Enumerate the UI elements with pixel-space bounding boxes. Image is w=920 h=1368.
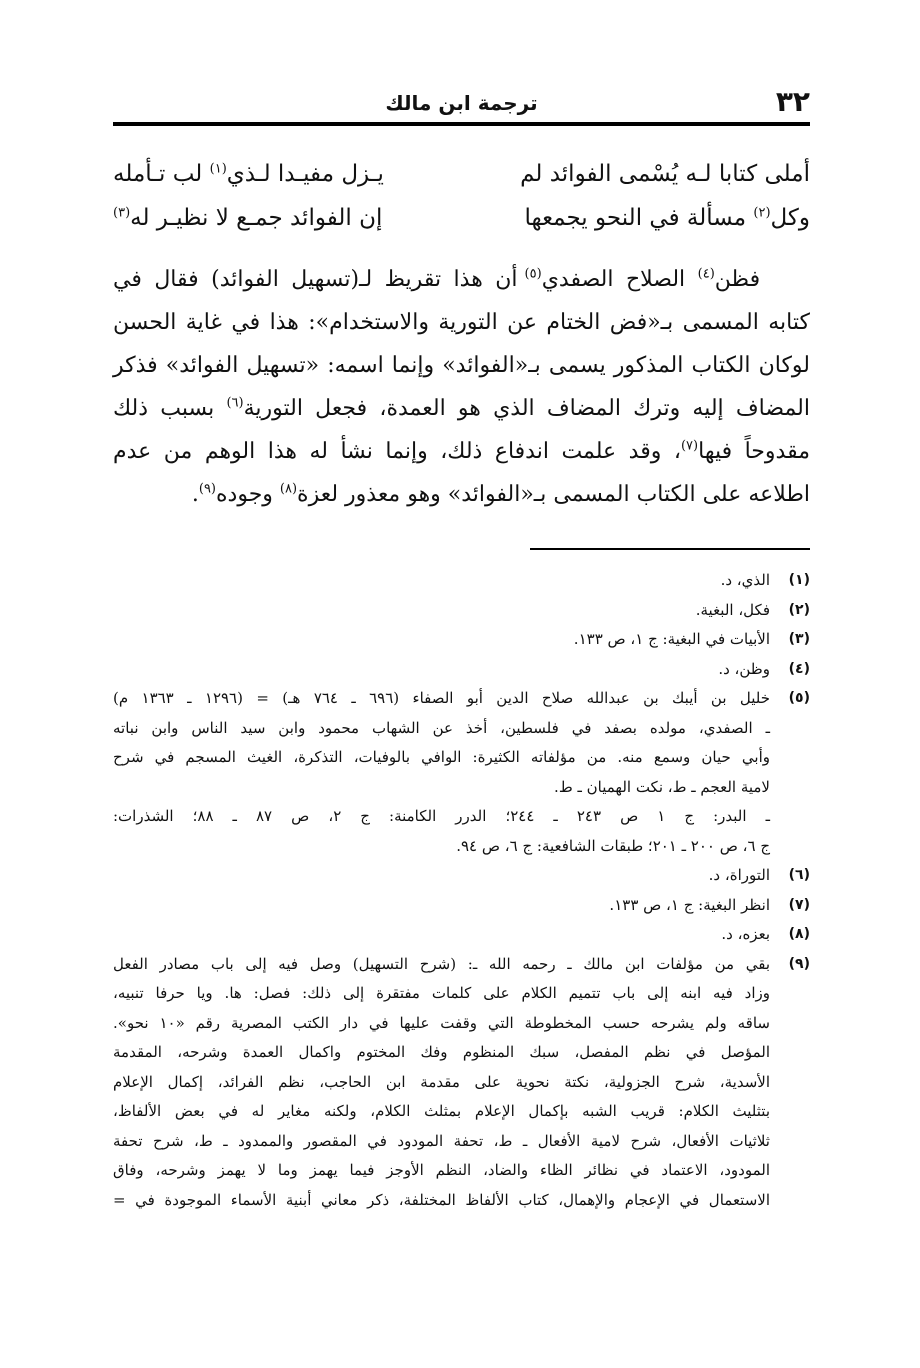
footnote-ref-7: (٧) [680, 438, 699, 454]
footnote-text: التوراة، د. [708, 866, 770, 884]
running-title: ترجمة ابن مالك [385, 91, 538, 115]
footnote-source: ـ البدر: ج ١ ص ٢٤٣ ـ ٢٤٤؛ الدرر الكامنة: ج ٢، ص ٨٧ ـ ٨٨؛ الشذرات: [113, 807, 770, 825]
footnote-ref-9: (٩) [198, 481, 216, 497]
footnote-number: (١) [788, 572, 810, 588]
verse-2-first-hemistich: وكل$^{(٢)}$ مسألة في النحو يجمعها [524, 205, 810, 231]
page-number: ٣٢ [775, 85, 810, 118]
footnote-3 [113, 625, 810, 655]
footnote-text: خليل بن أيبك بن عبدالله صلاح الدين أبو الصفاء (٦٩٦ ـ ٧٦٤ هـ) = (١٢٩٦ ـ ١٣٦٣ م) [113, 689, 770, 707]
footnote-number: (٩) [788, 955, 810, 972]
body-line-4: المضاف إليه وترك المضاف الذي هو العمدة، فجعل التورية$^{(٦)}$ بسبب ذلك [113, 395, 810, 421]
footnote-9 [113, 950, 810, 1216]
body-line-1: فظن$^{(٤)}$ الصلاح الصفدي$^{(٥)}$ أن هذا تقريظ لـ(تسهيل الفوائد) فقال في [113, 266, 761, 292]
footnote-text: وزاد فيه ابنه إلى باب تتميم الكلام على كلمات مفتقرة إلى ذلك: فصل: ها. ويا حرفا تنبيه، [113, 984, 770, 1002]
footnote-text: ساقه ولم يشرحه حسب المخطوطة التي وقفت عليها في دار الكتب المصرية رقم «١٠ نحو». [113, 1013, 770, 1032]
footnote-text: انظر البغية: ج ١، ص ١٣٣. [609, 895, 770, 914]
body-line-5: مقدوحاً فيها$^{(٧)}$، وقد علمت اندفاع ذلك، وإنما نشأ له هذا الوهم من عدم [113, 438, 810, 464]
header-rule [113, 122, 810, 126]
footnote-text: الأسدية، شرح الجزولية، نكتة نحوية على مقدمة ابن الحاجب، نظم الفرائد، إكمال الإعلام [113, 1072, 770, 1091]
footnote-text: الاستعمال في الإعجام والإهمال، كتاب الألفاظ المختلفة، ذكر معاني أبنية الأسماء الموجودة في = [113, 1190, 770, 1209]
footnote-number: (٤) [788, 660, 810, 677]
footnote-text: الذي، د. [720, 571, 770, 589]
body-paragraph [113, 258, 810, 516]
verse-1-second-hemistich: يـزل مفيـدا لـذي$^{(١)}$ لب تـأمله [113, 161, 384, 187]
verse-2-second-hemistich: إن الفوائد جمـع لا نظيـر له$^{(٣)}$ [113, 205, 383, 231]
page-header [113, 84, 810, 124]
footnote-text: الأبيات في البغية: ج ١، ص ١٣٣. [573, 630, 770, 648]
footnote-text: ـ الصفدي، مولده بصفد في فلسطين، أخذ عن الشهاب محمود وابن سيد الناس وابن نباته [113, 718, 770, 737]
footnote-text: بتثليث الكلام: قريب الشبه بإكمال الإعلام بمثلث الكلام، ولكنه مغاير له في بعض الألفاظ، [113, 1102, 770, 1120]
footnote-6 [113, 861, 810, 891]
footnote-text: فكل، البغية. [695, 600, 770, 619]
footnote-number: (٥) [788, 690, 810, 706]
verse-1 [113, 152, 810, 196]
footnote-ref-2: (٢) [753, 205, 771, 221]
footnotes [113, 566, 810, 1215]
footnote-text: المؤصل في نظم المفصل، سبك المنظوم وفك المختوم واكمال العمدة وشرحه، المقدمة [113, 1043, 770, 1061]
footnote-ref-3: (٣) [113, 205, 131, 221]
footnote-ref-1: (١) [209, 161, 227, 177]
footnote-number: (٣) [788, 631, 810, 647]
verse-1-first-hemistich: أملى كتابا لـه يُسْمى الفوائد لم [520, 161, 810, 187]
footnote-ref-8: (٨) [279, 481, 298, 497]
footnote-text: وأبي حيان وسمع منه. من مؤلفاته الكثيرة: الوافي بالوفيات، التذكرة، الغيث المسجم في شرح [113, 748, 770, 766]
footnote-text: بعزه، د. [721, 925, 770, 943]
body-line-2: كتابه المسمى بـ«فض الختام عن التورية والاستخدام»: هذا في غاية الحسن [113, 310, 810, 335]
footnote-number: (٨) [788, 926, 810, 942]
footnote-1 [113, 566, 810, 596]
footnote-number: (٢) [788, 601, 810, 618]
footnote-7 [113, 891, 810, 921]
footnote-text: المودود، الاعتماد في نظائر الظاء والضاد، النظم الأوجز فيما يهمز وما لا يهمز وشرحه، وفاق [113, 1161, 770, 1179]
verse-2 [113, 196, 810, 240]
footnote-text: ثلاثيات الأفعال، شرح لامية الأفعال ـ ط، تحفة المودود في المقصور والممدود ـ ط، شرح تحفة [113, 1131, 770, 1150]
footnote-ref-6: (٦) [226, 395, 244, 411]
footnote-text: لامية العجم ـ ط، نكت الهميان ـ ط. [554, 777, 770, 796]
footnote-number: (٦) [788, 867, 810, 883]
footnote-separator [530, 548, 810, 550]
footnote-number: (٧) [788, 896, 810, 913]
footnote-text: بقي من مؤلفات ابن مالك ـ رحمه الله ـ: (شرح التسهيل) وصل فيه إلى باب مصادر الفعل [113, 954, 770, 973]
footnote-2 [113, 596, 810, 626]
footnote-ref-5: (٥) [524, 266, 542, 282]
footnote-ref-4: (٤) [697, 266, 715, 282]
footnote-source: ج ٦، ص ٢٠٠ ـ ٢٠١؛ طبقات الشافعية: ج ٦، ص ٩٤. [456, 836, 770, 855]
footnote-8 [113, 920, 810, 950]
poem [113, 152, 810, 240]
body-line-6: اطلاعه على الكتاب المسمى بـ«الفوائد» وهو معذور لعزة$^{(٨)}$ وجوده$^{(٩)}$. [191, 481, 810, 507]
footnote-4 [113, 655, 810, 685]
body-line-3: لوكان الكتاب المذكور يسمى بـ«الفوائد» وإنما اسمه: «تسهيل الفوائد» فذكر [113, 353, 810, 378]
footnote-5 [113, 684, 810, 861]
footnote-text: وظن، د. [718, 659, 770, 678]
